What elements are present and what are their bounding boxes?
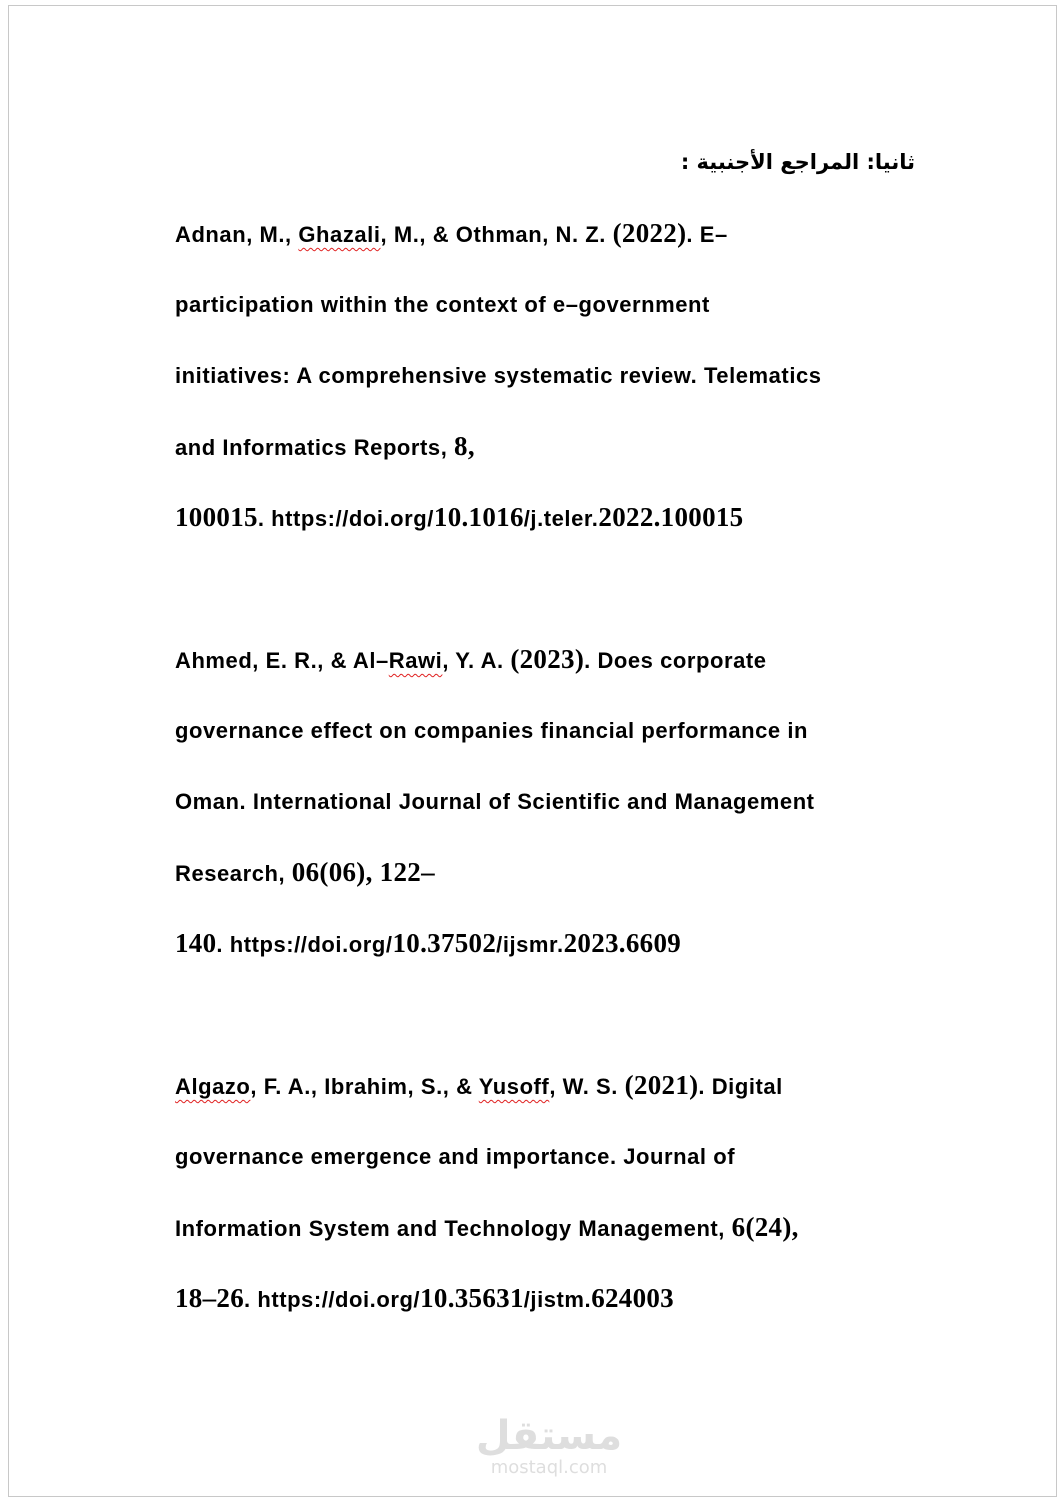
reference-entry [175,198,920,553]
reference-text: , F. A., Ibrahim, S., & [250,1074,479,1099]
numeric-text: (2022) [612,218,687,248]
reference-line [175,1121,920,1192]
reference-text: Research, [175,861,292,886]
numeric-text: 100015 [175,502,258,532]
document-body [175,127,920,1334]
numeric-text: 624003 [591,1283,674,1313]
reference-text: /ijsmr. [496,932,564,957]
reference-text: Oman. International Journal of Scientific and Management [175,789,815,814]
reference-text: governance emergence and importance. Journal of [175,1144,736,1169]
reference-text: . E– [686,222,728,247]
document-page [8,5,1057,1497]
reference-text: , Y. A. [442,648,511,673]
reference-entry [175,1050,920,1334]
reference-text: . https://doi.org/ [244,1287,421,1312]
reference-line [175,837,920,908]
section-heading: ثانيا: المراجع الأجنبية : [680,150,915,174]
reference-text: . Does corporate [584,648,767,673]
numeric-text: 2022.100015 [598,502,744,532]
reference-text: initiatives: A comprehensive systematic review. Telematics [175,363,822,388]
reference-text: , W. S. [549,1074,625,1099]
misspelled-word[interactable]: Ghazali [298,222,381,247]
numeric-text: (2023) [510,644,585,674]
reference-text: , M., & Othman, N. Z. [380,222,613,247]
reference-text: Adnan, M., [175,222,299,247]
reference-text: /j.teler. [523,506,599,531]
numeric-text: (2021) [624,1070,699,1100]
reference-line [175,482,920,553]
numeric-text: 10.35631 [420,1283,524,1313]
reference-line [175,1192,920,1263]
numeric-text: 10.37502 [392,928,497,958]
numeric-text: 8, [454,431,475,461]
numeric-text: 06(06), 122– [291,857,435,887]
reference-text: and Informatics Reports, [175,435,455,460]
reference-text: /jistm. [523,1287,592,1312]
reference-line [175,766,920,837]
numeric-text: 18–26 [175,1283,244,1313]
numeric-text: 6(24), [731,1212,799,1242]
reference-text: participation within the context of e–government [175,292,710,317]
reference-line [175,340,920,411]
numeric-text: 140 [175,928,217,958]
reference-line [175,695,920,766]
blank-line [175,979,920,1050]
watermark-domain: mostaql.com [490,1457,608,1478]
misspelled-word[interactable]: Rawi [388,648,443,673]
reference-line [175,624,920,695]
watermark-logo [449,1414,649,1478]
reference-text: governance effect on companies financial performance in [175,718,808,743]
watermark-arabic: مستقل [475,1413,623,1459]
misspelled-word[interactable]: Yusoff [478,1074,550,1099]
reference-text: Ahmed, E. R., & Al– [175,648,389,673]
misspelled-word[interactable]: Algazo [175,1074,251,1099]
reference-line [175,908,920,979]
numeric-text: 10.1016 [433,502,524,532]
reference-entry [175,624,920,979]
reference-line [175,411,920,482]
reference-line [175,198,920,269]
reference-text: Information System and Technology Management, [175,1216,732,1241]
numeric-text: 2023.6609 [563,928,682,958]
reference-text: . https://doi.org/ [216,932,393,957]
reference-text: . Digital [698,1074,783,1099]
reference-line [175,269,920,340]
reference-line [175,1263,920,1334]
reference-text: . https://doi.org/ [257,506,434,531]
blank-line [175,553,920,624]
reference-line [175,1050,920,1121]
